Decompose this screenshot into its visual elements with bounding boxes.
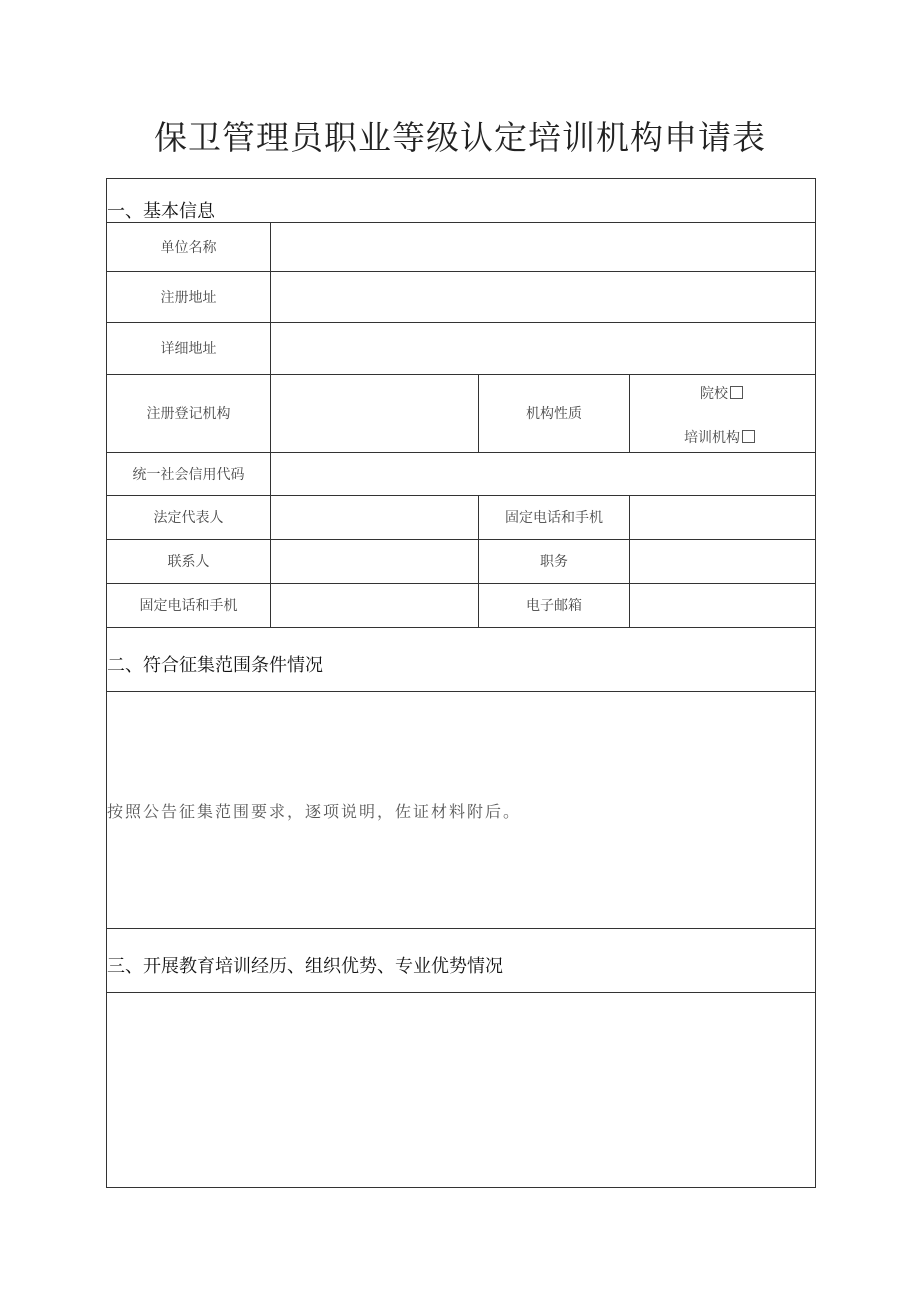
label-email: 电子邮箱	[526, 598, 582, 614]
conditions-text-area[interactable]	[107, 692, 815, 928]
label-detailed-address: 详细地址	[160, 341, 217, 357]
label-unit-name: 单位名称	[160, 239, 217, 256]
training-institution-checkbox[interactable]	[742, 430, 755, 443]
school-checkbox[interactable]	[730, 386, 743, 399]
registered-address-field[interactable]	[271, 272, 815, 322]
section-basic-info: 一、基本信息	[107, 201, 215, 222]
label-position: 职务	[540, 554, 568, 570]
label-contact-person: 联系人	[167, 554, 210, 570]
position-field[interactable]	[630, 540, 815, 583]
unit-name-field[interactable]	[271, 223, 815, 271]
detailed-address-field[interactable]	[271, 323, 815, 374]
section-experience: 三、开展教育培训经历、组织优势、专业优势情况	[107, 956, 503, 977]
label-phone-mobile-legal: 固定电话和手机	[505, 510, 603, 526]
legal-representative-field[interactable]	[271, 496, 478, 539]
option-training-label: 培训机构	[684, 430, 740, 446]
phone-mobile-legal-field[interactable]	[630, 496, 815, 539]
label-registration-authority: 注册登记机构	[146, 406, 231, 422]
contact-person-field[interactable]	[271, 540, 478, 583]
option-training-institution[interactable]	[684, 427, 755, 447]
label-credit-code: 统一社会信用代码	[132, 466, 245, 483]
email-field[interactable]	[630, 584, 815, 627]
option-school-label: 院校	[700, 386, 728, 402]
label-org-nature: 机构性质	[526, 406, 582, 422]
option-school[interactable]	[700, 383, 743, 403]
label-legal-representative: 法定代表人	[153, 510, 224, 526]
label-phone-mobile-contact: 固定电话和手机	[139, 598, 238, 614]
section-conditions: 二、符合征集范围条件情况	[107, 655, 323, 676]
application-form	[106, 178, 816, 1188]
credit-code-field[interactable]	[271, 453, 815, 495]
label-registered-address: 注册地址	[160, 289, 217, 306]
experience-text-area[interactable]	[107, 993, 815, 1187]
page-title: 保卫管理员职业等级认定培训机构申请表	[154, 118, 766, 157]
phone-mobile-contact-field[interactable]	[271, 584, 478, 627]
conditions-instruction: 按照公告征集范围要求，逐项说明，佐证材料附后。	[107, 802, 522, 821]
registration-authority-field[interactable]	[271, 375, 478, 452]
